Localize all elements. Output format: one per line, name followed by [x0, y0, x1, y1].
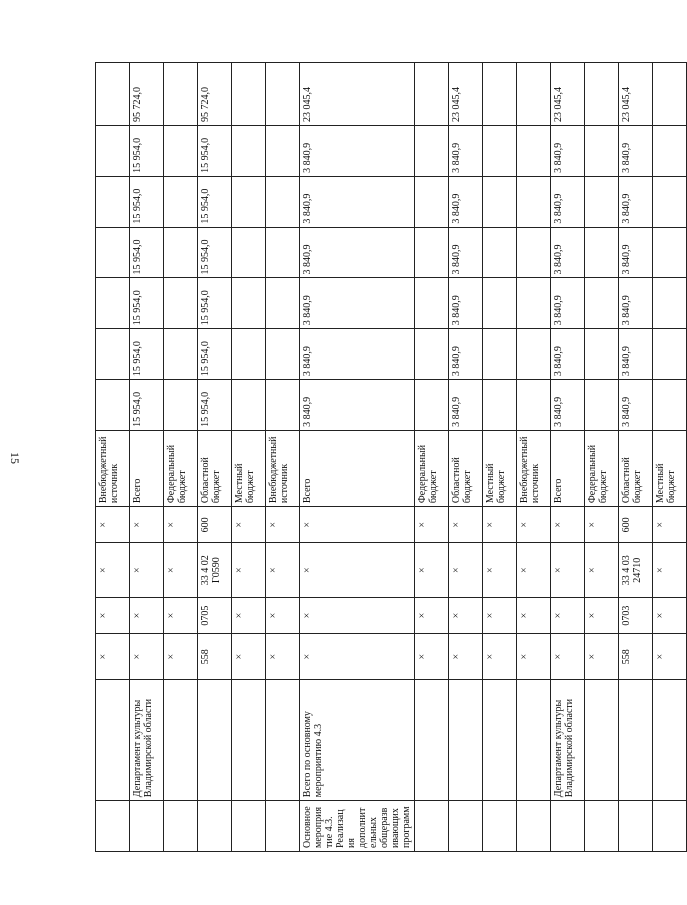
table-row [266, 63, 300, 852]
table-row [449, 63, 483, 852]
table-row [300, 63, 415, 852]
cell-rz-pr: × [551, 597, 585, 633]
cell-funding-source: Федеральный бюджет [415, 430, 449, 506]
cell-event-name [96, 801, 130, 852]
cell-year-6: 3 840,9 [449, 126, 483, 177]
cell-rz-pr: 0705 [198, 597, 232, 633]
cell-year-3 [653, 278, 687, 329]
cell-executor [96, 680, 130, 801]
cell-year-1 [585, 380, 619, 431]
cell-csr: × [653, 543, 687, 597]
cell-year-5 [517, 176, 551, 227]
cell-vr: × [96, 507, 130, 543]
cell-funding-source: Всего [551, 430, 585, 506]
cell-vr: 600 [619, 507, 653, 543]
cell-grbs: × [164, 634, 198, 680]
cell-event-name [130, 801, 164, 852]
cell-year-5 [653, 176, 687, 227]
table-row [585, 63, 619, 852]
cell-year-4 [232, 227, 266, 278]
cell-funding-source: Местный бюджет [483, 430, 517, 506]
cell-year-2 [483, 329, 517, 380]
table-row [130, 63, 164, 852]
cell-executor [164, 680, 198, 801]
cell-year-5 [483, 176, 517, 227]
rotated-budget-table [95, 62, 677, 852]
cell-grbs: 558 [619, 634, 653, 680]
cell-year-4: 3 840,9 [300, 227, 415, 278]
cell-csr: × [96, 543, 130, 597]
cell-year-5 [96, 176, 130, 227]
cell-year-6 [415, 126, 449, 177]
cell-funding-source: Областной бюджет [198, 430, 232, 506]
cell-event-name: Основное мероприятие 4.3. Реализация дополнительных общеразвивающих программ [300, 801, 415, 852]
cell-vr: × [551, 507, 585, 543]
cell-event-name [164, 801, 198, 852]
cell-year-4 [415, 227, 449, 278]
cell-vr: × [517, 507, 551, 543]
cell-rz-pr: × [585, 597, 619, 633]
cell-year-3: 15 954,0 [198, 278, 232, 329]
cell-year-2: 3 840,9 [619, 329, 653, 380]
cell-total: 23 045,4 [300, 63, 415, 126]
cell-year-2 [653, 329, 687, 380]
cell-event-name [449, 801, 483, 852]
cell-total: 23 045,4 [449, 63, 483, 126]
cell-total: 95 724,0 [198, 63, 232, 126]
cell-year-5: 15 954,0 [130, 176, 164, 227]
cell-grbs: × [653, 634, 687, 680]
cell-total [653, 63, 687, 126]
cell-executor [266, 680, 300, 801]
cell-year-1: 15 954,0 [198, 380, 232, 431]
cell-year-3: 3 840,9 [619, 278, 653, 329]
cell-event-name [232, 801, 266, 852]
table-row [415, 63, 449, 852]
cell-vr: × [483, 507, 517, 543]
cell-year-6: 3 840,9 [300, 126, 415, 177]
cell-year-2: 3 840,9 [300, 329, 415, 380]
cell-executor [232, 680, 266, 801]
cell-year-1: 3 840,9 [551, 380, 585, 431]
cell-year-4: 15 954,0 [130, 227, 164, 278]
cell-funding-source: Федеральный бюджет [164, 430, 198, 506]
cell-grbs: × [449, 634, 483, 680]
cell-year-6: 15 954,0 [130, 126, 164, 177]
cell-year-4: 3 840,9 [619, 227, 653, 278]
cell-year-4: 3 840,9 [449, 227, 483, 278]
cell-year-2: 15 954,0 [130, 329, 164, 380]
cell-year-5: 3 840,9 [449, 176, 483, 227]
cell-total [232, 63, 266, 126]
cell-rz-pr: × [517, 597, 551, 633]
cell-total [266, 63, 300, 126]
cell-year-4: 15 954,0 [198, 227, 232, 278]
cell-year-6: 15 954,0 [198, 126, 232, 177]
cell-year-1 [517, 380, 551, 431]
cell-grbs: × [585, 634, 619, 680]
cell-funding-source: Областной бюджет [619, 430, 653, 506]
cell-year-4: 3 840,9 [551, 227, 585, 278]
cell-executor [449, 680, 483, 801]
cell-year-3 [96, 278, 130, 329]
cell-year-1 [415, 380, 449, 431]
table-row [653, 63, 687, 852]
cell-event-name [198, 801, 232, 852]
cell-grbs: × [266, 634, 300, 680]
cell-year-4 [96, 227, 130, 278]
cell-year-5 [585, 176, 619, 227]
cell-executor [415, 680, 449, 801]
cell-vr: × [232, 507, 266, 543]
cell-year-6 [653, 126, 687, 177]
cell-year-1 [653, 380, 687, 431]
cell-vr: × [585, 507, 619, 543]
cell-rz-pr: × [483, 597, 517, 633]
cell-vr: 600 [198, 507, 232, 543]
cell-year-6: 3 840,9 [619, 126, 653, 177]
cell-year-6 [483, 126, 517, 177]
cell-year-2 [164, 329, 198, 380]
cell-funding-source: Областной бюджет [449, 430, 483, 506]
cell-grbs: × [300, 634, 415, 680]
cell-year-3 [585, 278, 619, 329]
cell-executor [619, 680, 653, 801]
cell-year-6 [164, 126, 198, 177]
table-row [517, 63, 551, 852]
cell-csr: × [551, 543, 585, 597]
table-row [232, 63, 266, 852]
cell-total: 23 045,4 [619, 63, 653, 126]
cell-year-6 [517, 126, 551, 177]
cell-year-3 [164, 278, 198, 329]
cell-event-name [653, 801, 687, 852]
cell-rz-pr: × [164, 597, 198, 633]
cell-csr: 33 4 03 24710 [619, 543, 653, 597]
cell-executor: Всего по основному мероприятию 4.3 [300, 680, 415, 801]
budget-table [95, 62, 687, 852]
cell-grbs: × [96, 634, 130, 680]
table-row [619, 63, 653, 852]
cell-total [483, 63, 517, 126]
cell-year-5 [164, 176, 198, 227]
cell-vr: × [449, 507, 483, 543]
cell-total [415, 63, 449, 126]
cell-grbs: × [130, 634, 164, 680]
cell-year-3: 3 840,9 [551, 278, 585, 329]
cell-rz-pr: × [130, 597, 164, 633]
cell-year-5 [232, 176, 266, 227]
cell-year-3 [415, 278, 449, 329]
cell-vr: × [164, 507, 198, 543]
cell-funding-source: Федеральный бюджет [585, 430, 619, 506]
table-row [198, 63, 232, 852]
cell-vr: × [300, 507, 415, 543]
cell-total: 23 045,4 [551, 63, 585, 126]
cell-year-4 [483, 227, 517, 278]
cell-year-3: 3 840,9 [300, 278, 415, 329]
cell-year-5: 15 954,0 [198, 176, 232, 227]
cell-total [164, 63, 198, 126]
cell-total [585, 63, 619, 126]
cell-year-3: 15 954,0 [130, 278, 164, 329]
cell-year-2 [266, 329, 300, 380]
cell-executor: Департамент культуры Владимирской области [130, 680, 164, 801]
cell-csr: × [164, 543, 198, 597]
cell-year-3 [232, 278, 266, 329]
cell-year-2: 3 840,9 [449, 329, 483, 380]
cell-funding-source: Внебюджетный источник [266, 430, 300, 506]
cell-vr: × [415, 507, 449, 543]
cell-rz-pr: × [300, 597, 415, 633]
cell-year-3: 3 840,9 [449, 278, 483, 329]
cell-year-6 [266, 126, 300, 177]
cell-year-5: 3 840,9 [300, 176, 415, 227]
cell-grbs: × [551, 634, 585, 680]
cell-csr: × [517, 543, 551, 597]
cell-vr: × [130, 507, 164, 543]
cell-year-6: 3 840,9 [551, 126, 585, 177]
cell-year-6 [96, 126, 130, 177]
cell-year-4 [585, 227, 619, 278]
cell-total: 95 724,0 [130, 63, 164, 126]
cell-event-name [483, 801, 517, 852]
cell-year-2 [585, 329, 619, 380]
cell-funding-source: Всего [130, 430, 164, 506]
cell-executor [517, 680, 551, 801]
cell-funding-source: Местный бюджет [653, 430, 687, 506]
cell-year-1: 3 840,9 [449, 380, 483, 431]
cell-year-4 [266, 227, 300, 278]
cell-grbs: × [517, 634, 551, 680]
cell-year-4 [517, 227, 551, 278]
cell-vr: × [266, 507, 300, 543]
page-number: 15 [8, 452, 22, 464]
cell-year-5 [415, 176, 449, 227]
cell-year-2 [415, 329, 449, 380]
cell-funding-source: Внебюджетный источник [517, 430, 551, 506]
cell-rz-pr: × [96, 597, 130, 633]
cell-rz-pr: × [653, 597, 687, 633]
cell-executor: Департамент культуры Владимирской области [551, 680, 585, 801]
cell-year-6 [232, 126, 266, 177]
cell-executor [653, 680, 687, 801]
cell-event-name [415, 801, 449, 852]
cell-event-name [585, 801, 619, 852]
cell-csr: × [266, 543, 300, 597]
cell-csr: 33 4 02 Г0590 [198, 543, 232, 597]
cell-csr: × [415, 543, 449, 597]
table-row [164, 63, 198, 852]
cell-csr: × [232, 543, 266, 597]
cell-year-2 [517, 329, 551, 380]
cell-csr: × [300, 543, 415, 597]
cell-year-5: 3 840,9 [619, 176, 653, 227]
cell-year-3 [517, 278, 551, 329]
cell-year-3 [483, 278, 517, 329]
cell-year-1: 15 954,0 [130, 380, 164, 431]
cell-funding-source: Всего [300, 430, 415, 506]
cell-year-4 [653, 227, 687, 278]
cell-event-name [551, 801, 585, 852]
cell-year-4 [164, 227, 198, 278]
cell-funding-source: Внебюджетный источник [96, 430, 130, 506]
cell-grbs: × [483, 634, 517, 680]
cell-funding-source: Местный бюджет [232, 430, 266, 506]
cell-total [96, 63, 130, 126]
cell-vr: × [653, 507, 687, 543]
cell-year-1: 3 840,9 [300, 380, 415, 431]
cell-year-6 [585, 126, 619, 177]
cell-year-2: 3 840,9 [551, 329, 585, 380]
cell-event-name [266, 801, 300, 852]
cell-rz-pr: 0703 [619, 597, 653, 633]
cell-csr: × [483, 543, 517, 597]
cell-year-1 [266, 380, 300, 431]
cell-rz-pr: × [232, 597, 266, 633]
cell-executor [198, 680, 232, 801]
cell-executor [483, 680, 517, 801]
table-body [96, 63, 687, 852]
cell-year-2 [232, 329, 266, 380]
cell-year-1 [96, 380, 130, 431]
cell-year-5: 3 840,9 [551, 176, 585, 227]
cell-year-1: 3 840,9 [619, 380, 653, 431]
cell-year-1 [232, 380, 266, 431]
table-row [96, 63, 130, 852]
cell-year-1 [483, 380, 517, 431]
cell-year-3 [266, 278, 300, 329]
cell-grbs: × [232, 634, 266, 680]
cell-total [517, 63, 551, 126]
cell-csr: × [585, 543, 619, 597]
cell-year-5 [266, 176, 300, 227]
cell-rz-pr: × [266, 597, 300, 633]
cell-rz-pr: × [449, 597, 483, 633]
cell-csr: × [130, 543, 164, 597]
table-row [551, 63, 585, 852]
cell-event-name [517, 801, 551, 852]
cell-event-name [619, 801, 653, 852]
cell-grbs: 558 [198, 634, 232, 680]
table-row [483, 63, 517, 852]
cell-csr: × [449, 543, 483, 597]
cell-year-1 [164, 380, 198, 431]
cell-year-2 [96, 329, 130, 380]
cell-year-2: 15 954,0 [198, 329, 232, 380]
cell-rz-pr: × [415, 597, 449, 633]
cell-executor [585, 680, 619, 801]
cell-grbs: × [415, 634, 449, 680]
